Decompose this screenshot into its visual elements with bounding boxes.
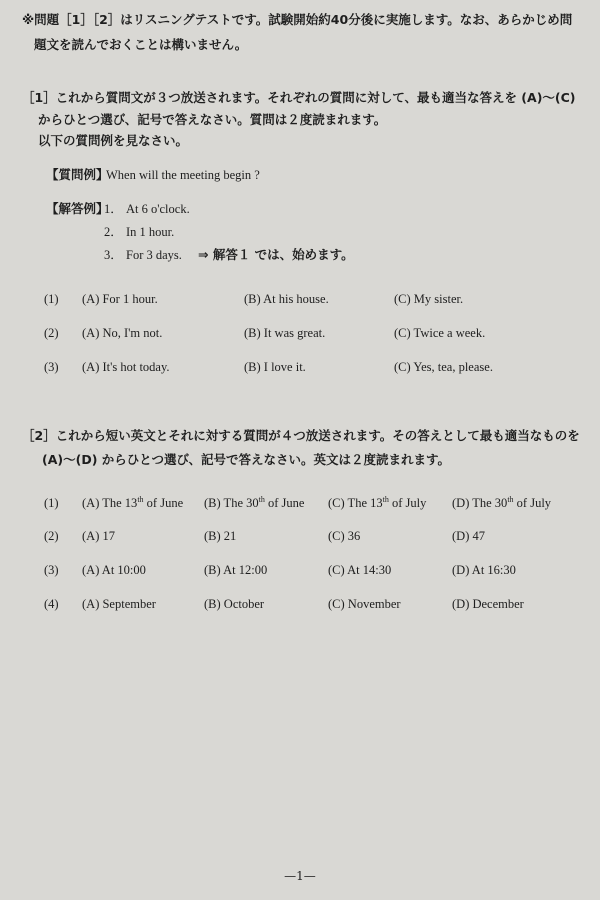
page-number: —1— [284,869,316,883]
example-question-label: 【質問例】 [46,167,109,182]
part1-item-3-option-a: (A) It's hot today. [82,360,170,374]
example-answer-2-text: In 1 hour. [126,225,175,239]
part2-item-1-option-c: (C) The 13th of July [328,494,427,510]
part1-item-1-num: (1) [44,292,59,306]
part2-item-2-option-b: (B) 21 [204,529,237,543]
part2-item-1-num: (1) [44,496,59,510]
part1-item-1-option-c: (C) My sister. [394,292,464,306]
part2-item-4-option-c: (C) November [328,597,401,611]
part1-heading-line-1: ［1］これから質問文が３つ放送されます。それぞれの質問に対して、最も適当な答えを (A)～(C) [22,90,576,105]
part2-item-3-option-a: (A) At 10:00 [82,563,146,577]
part2-item-2-option-d: (D) 47 [452,529,485,543]
part1-heading-line-2: からひとつ選び、記号で答えなさい。質問は２度読まれます。 [38,112,387,127]
example-answer-1-text: At 6 o'clock. [126,202,190,216]
part1-item-3-num: (3) [44,360,59,374]
part1-item-3-option-b: (B) I love it. [244,360,306,374]
part2-item-3-num: (3) [44,563,59,577]
part2-item-2-option-a: (A) 17 [82,529,115,543]
part2-item-1-option-a: (A) The 13th of June [82,494,184,510]
part1-item-1-option-b: (B) At his house. [244,292,329,306]
part2-item-3-option-b: (B) At 12:00 [204,563,268,577]
part2-item-3-option-d: (D) At 16:30 [452,563,516,577]
part2-item-4-option-b: (B) October [204,597,265,611]
part2-heading-line-1: ［2］これから短い英文とそれに対する質問が４つ放送されます。その答えとして最も適当なものを [22,428,580,443]
part1-item-2-option-c: (C) Twice a week. [394,326,486,340]
part2-heading-line-2: (A)～(D) からひとつ選び、記号で答えなさい。英文は２度読まれます。 [42,452,451,467]
part1-heading-line-3: 以下の質問例を見なさい。 [38,133,189,148]
part1-item-2-option-b: (B) It was great. [244,326,326,340]
part2-item-2-num: (2) [44,529,59,543]
part2-item-1-option-b: (B) The 30th of June [204,494,305,510]
part1-item-2-num: (2) [44,326,59,340]
part2-item-4-option-d: (D) December [452,597,524,611]
example-answer-2-num: 2． [104,225,123,239]
part2-item-4-num: (4) [44,597,59,611]
notice-line-2: 題文を読んでおくことは構いません。 [34,37,248,52]
part2-item-1-option-d: (D) The 30th of July [452,494,552,510]
part2-item-3-option-c: (C) At 14:30 [328,563,392,577]
example-answer-3-num: 3． [104,248,123,262]
example-question-text: When will the meeting begin ? [106,168,260,182]
part1-item-1-option-a: (A) For 1 hour. [82,292,158,306]
part1-item-3-option-c: (C) Yes, tea, please. [394,360,493,374]
part1-item-2-option-a: (A) No, I'm not. [82,326,163,340]
part2-item-2-option-c: (C) 36 [328,529,361,543]
part2-item-4-option-a: (A) September [82,597,156,611]
example-answer-1-num: 1． [104,202,123,216]
example-answer-label: 【解答例】 [46,201,109,216]
notice-line-1: ※問題［1］［2］はリスニングテストです。試験開始約40分後に実施します。なお、あらかじめ問 [22,12,573,27]
example-note: ⇒ 解答１ では、始めます。 [198,247,354,262]
example-answer-3-text: For 3 days. [126,248,182,262]
